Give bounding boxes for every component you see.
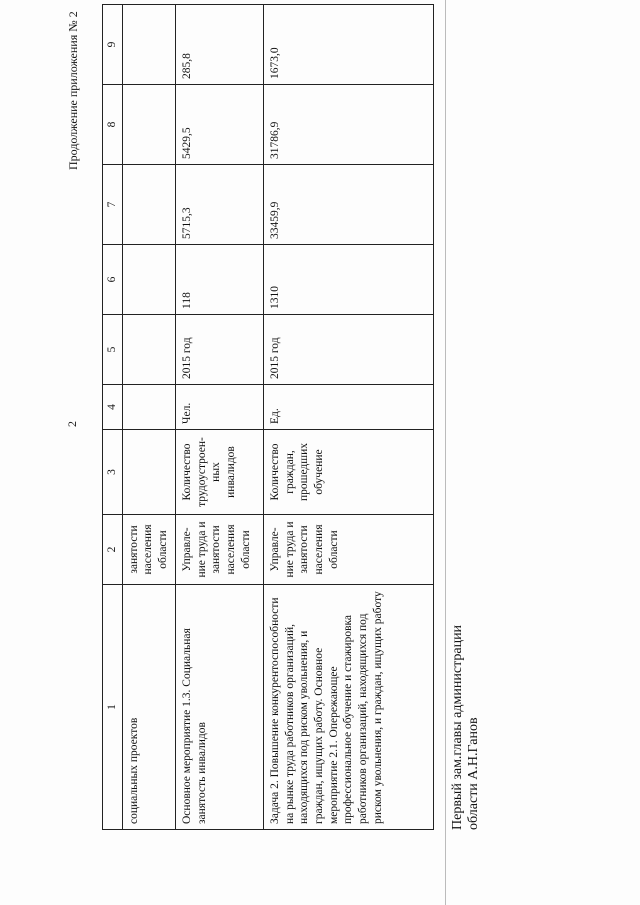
cell-year: 2015 год	[263, 315, 433, 385]
cell-federal: 31786,9	[263, 85, 433, 165]
cell-regional: 1673,0	[263, 5, 433, 85]
cell-regional	[122, 5, 175, 85]
col-num: 6	[103, 245, 123, 315]
col-num: 5	[103, 315, 123, 385]
cell-year: 2015 год	[175, 315, 263, 385]
cell-total: 5715,3	[175, 165, 263, 245]
col-num: 8	[103, 85, 123, 165]
cell-value: 1310	[263, 245, 433, 315]
cell-executor: занятости населения области	[122, 515, 175, 585]
cell-measure: Задача 2. Повышение конкурентоспособности на рынке труда работников организаций, находящихся под риском увольнения, и граждан, ищущих работу. Основное мероприятие 2.1. Опережающее профессиональное обучение и стажировка работников организаций, находящихся под риском увольнения, и граждан, ищущих работу	[263, 585, 433, 830]
signature-block	[450, 625, 482, 830]
appendix-note: Продолжение приложения № 2	[66, 11, 80, 170]
col-num: 7	[103, 165, 123, 245]
table-row	[175, 5, 263, 830]
program-table	[102, 4, 434, 830]
signature-title: Первый зам.главы администрации	[450, 624, 465, 830]
scan-divider	[445, 0, 446, 905]
cell-regional: 285,8	[175, 5, 263, 85]
cell-value	[122, 245, 175, 315]
page-number: 2	[65, 421, 79, 427]
cell-indicator: Количество граждан, прошедших обучение	[263, 430, 433, 515]
cell-unit: Ед.	[263, 385, 433, 430]
col-num: 9	[103, 5, 123, 85]
cell-total: 33459,9	[263, 165, 433, 245]
col-num: 3	[103, 430, 123, 515]
table-row	[263, 5, 433, 830]
table-row	[122, 5, 175, 830]
cell-federal: 5429,5	[175, 85, 263, 165]
column-number-row	[103, 5, 123, 830]
cell-executor: Управле-ние труда и занятости населения области	[175, 515, 263, 585]
cell-year	[122, 315, 175, 385]
cell-indicator	[122, 430, 175, 515]
cell-indicator: Количество трудоустроен-ных инвалидов	[175, 430, 263, 515]
cell-value: 118	[175, 245, 263, 315]
col-num: 2	[103, 515, 123, 585]
cell-measure: Основное мероприятие 1.3. Социальная занятость инвалидов	[175, 585, 263, 830]
cell-total	[122, 165, 175, 245]
cell-unit	[122, 385, 175, 430]
col-num: 4	[103, 385, 123, 430]
col-num: 1	[103, 585, 123, 830]
signature-name: области А.Н.Ганов	[466, 717, 482, 830]
cell-federal	[122, 85, 175, 165]
cell-measure: социальных проектов	[122, 585, 175, 830]
cell-unit: Чел.	[175, 385, 263, 430]
cell-executor: Управле-ние труда и занятости населения области	[263, 515, 433, 585]
